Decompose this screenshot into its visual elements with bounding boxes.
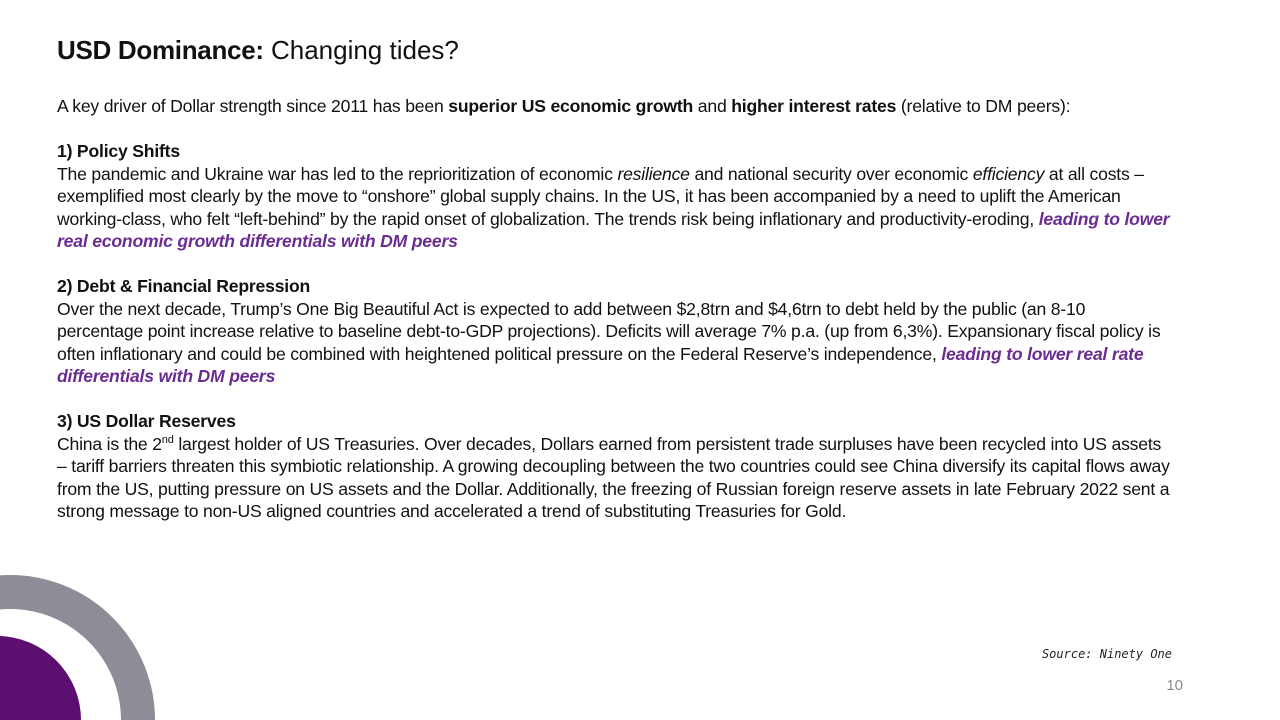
emphasis-efficiency: efficiency: [972, 163, 1045, 184]
body-text: China is the 2: [57, 433, 162, 454]
deco-purple-circle: [0, 636, 81, 720]
body-text: The pandemic and Ukraine war has led to the reprioritization of economic: [57, 163, 618, 184]
body-text: at all costs – exemplified most clearly by the move to “onshore” global supply chains. In the US, it has been accompanied by a need to uplift the American working-class, who felt “left-behind” by the rapid onset of globalization. The trends risk being inflationary and productivity-eroding,: [57, 163, 1144, 229]
intro-highlight-growth: superior US economic growth: [448, 96, 694, 116]
body-text: and national security over economic: [689, 163, 973, 184]
section-body-debt: [57, 298, 1172, 388]
section-body-policy-shifts: [57, 163, 1172, 253]
intro-highlight-rates: higher interest rates: [731, 96, 897, 116]
slide-content: [57, 95, 1172, 523]
slide-title: [57, 33, 459, 67]
decorative-circles-icon: [0, 560, 200, 720]
body-text: Over the next decade, Trump’s One Big Beautiful Act is expected to add between $2,8trn and $4,6trn to debt held by the public (an 8-10 percentage point increase relative to baseline debt-to-GDP projections). Deficits will average 7% p.a. (up from 6,3%). Expansionary fiscal policy is often inflationary and could be combined with heightened political pressure on the Federal Reserve’s independence,: [57, 298, 1161, 364]
title-light: Changing tides?: [263, 35, 459, 65]
source-note: Source: Ninety One: [1041, 647, 1172, 661]
title-bold: USD Dominance:: [57, 35, 264, 65]
conclusion-highlight: leading to lower real economic growth differentials with DM peers: [57, 208, 1170, 251]
emphasis-resilience: resilience: [617, 163, 690, 184]
intro-text: A key driver of Dollar strength since 2011 has been: [57, 96, 449, 116]
conclusion-highlight: leading to lower real rate differentials with DM peers: [57, 343, 1144, 386]
section-heading-policy-shifts: 1) Policy Shifts: [57, 141, 180, 161]
intro-paragraph: [57, 95, 1172, 118]
section-body-reserves: [57, 433, 1172, 523]
ordinal-superscript: nd: [161, 433, 174, 446]
section-heading-debt: 2) Debt & Financial Repression: [57, 276, 311, 296]
intro-text: (relative to DM peers):: [896, 96, 1071, 116]
body-text: largest holder of US Treasuries. Over decades, Dollars earned from persistent trade surpluses have been recycled into US assets – tariff barriers threaten this symbiotic relationship. A growing decoupling between the two countries could see China diversify its capital flows away from the US, putting pressure on US assets and the Dollar. Additionally, the freezing of Russian foreign reserve assets in late February 2022 sent a strong message to non-US aligned countries and accelerated a trend of substituting Treasuries for Gold.: [57, 433, 1170, 521]
intro-text: and: [693, 96, 732, 116]
section-heading-reserves: 3) US Dollar Reserves: [57, 411, 236, 431]
page-number: 10: [1166, 677, 1183, 694]
